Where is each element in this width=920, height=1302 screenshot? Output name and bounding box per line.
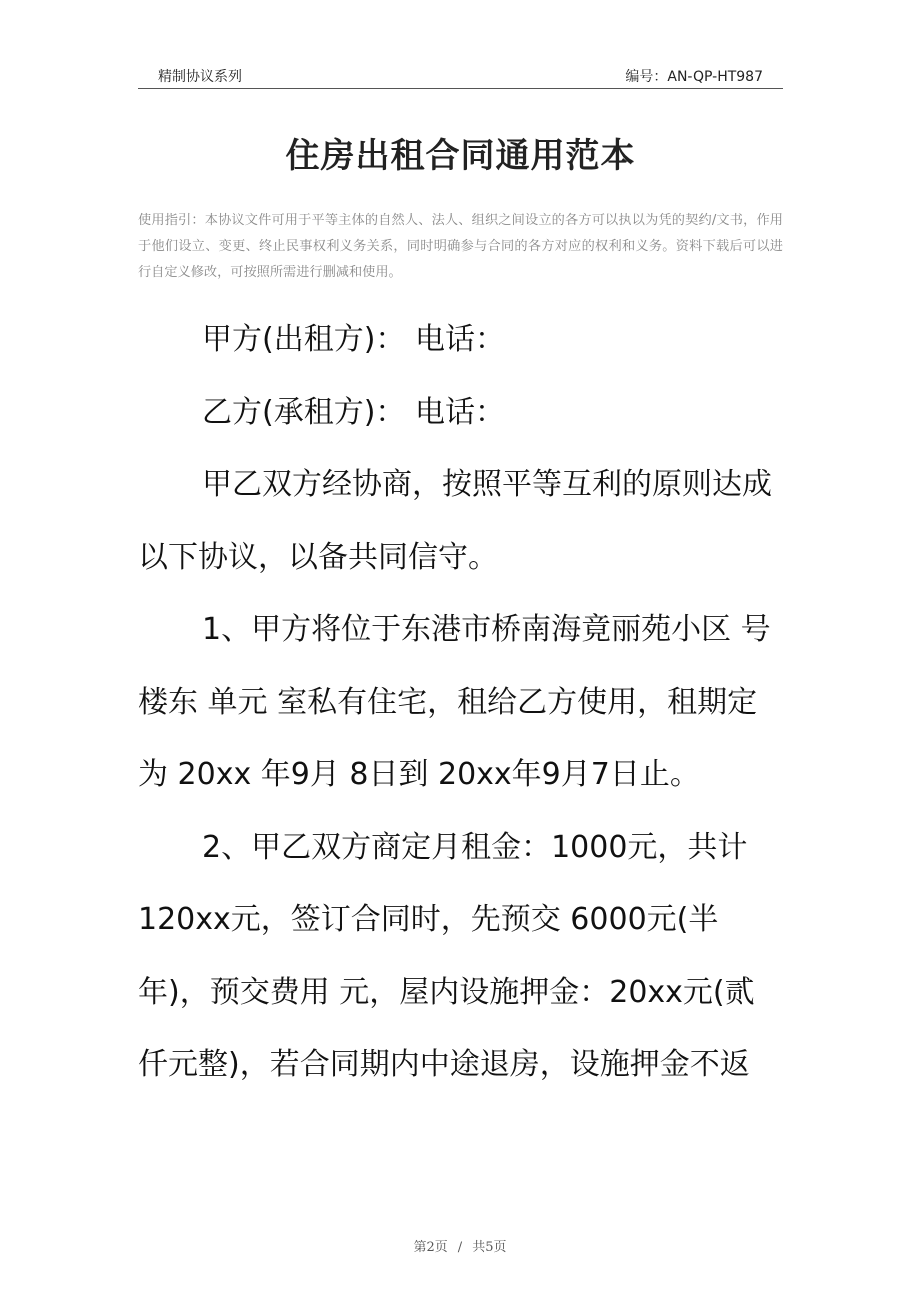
page-separator: / (457, 1240, 463, 1255)
page-footer (0, 1236, 920, 1255)
intro-paragraph: 甲乙双方经协商，按照平等互利的原则达成以下协议，以备共同信守。 (138, 467, 772, 575)
contract-body (138, 304, 783, 1102)
page-current: 第2页 (413, 1240, 448, 1255)
document-title: 住房出租合同通用范本 (285, 136, 636, 176)
clause-2: 2、甲乙双方商定月租金：1000元，共计120xx元，签订合同时，先预交 6000元(半年)，预交费用 元，屋内设施押金：20xx元(贰仟元整)，若合同期内中途退房，设施押金不返 (138, 829, 755, 1082)
document-code: 编号：AN-QP-HT987 (625, 69, 763, 85)
series-label: 精制协议系列 (158, 69, 242, 85)
party-a-line: 甲方(出租方)： 电话： (202, 322, 505, 357)
page-total: 共5页 (472, 1240, 507, 1255)
party-b-line: 乙方(承租方)： 电话： (202, 394, 505, 430)
usage-guide: 使用指引：本协议文件可用于平等主体的自然人、法人、组织之间设立的各方可以执以为凭的契约/文书，作用于他们设立、变更、终止民事权利义务关系，同时明确参与合同的各方对应的权利和义务。资料下载后可以进行自定义修改，可按照所需进行删减和使用。 (138, 213, 783, 280)
clause-1: 1、甲方将位于东港市桥南海竟丽苑小区 号楼东 单元 室私有住宅，租给乙方使用，租期定为 20xx 年9月 8日到 20xx年9月7日止。 (138, 612, 771, 792)
page-header (138, 62, 783, 89)
